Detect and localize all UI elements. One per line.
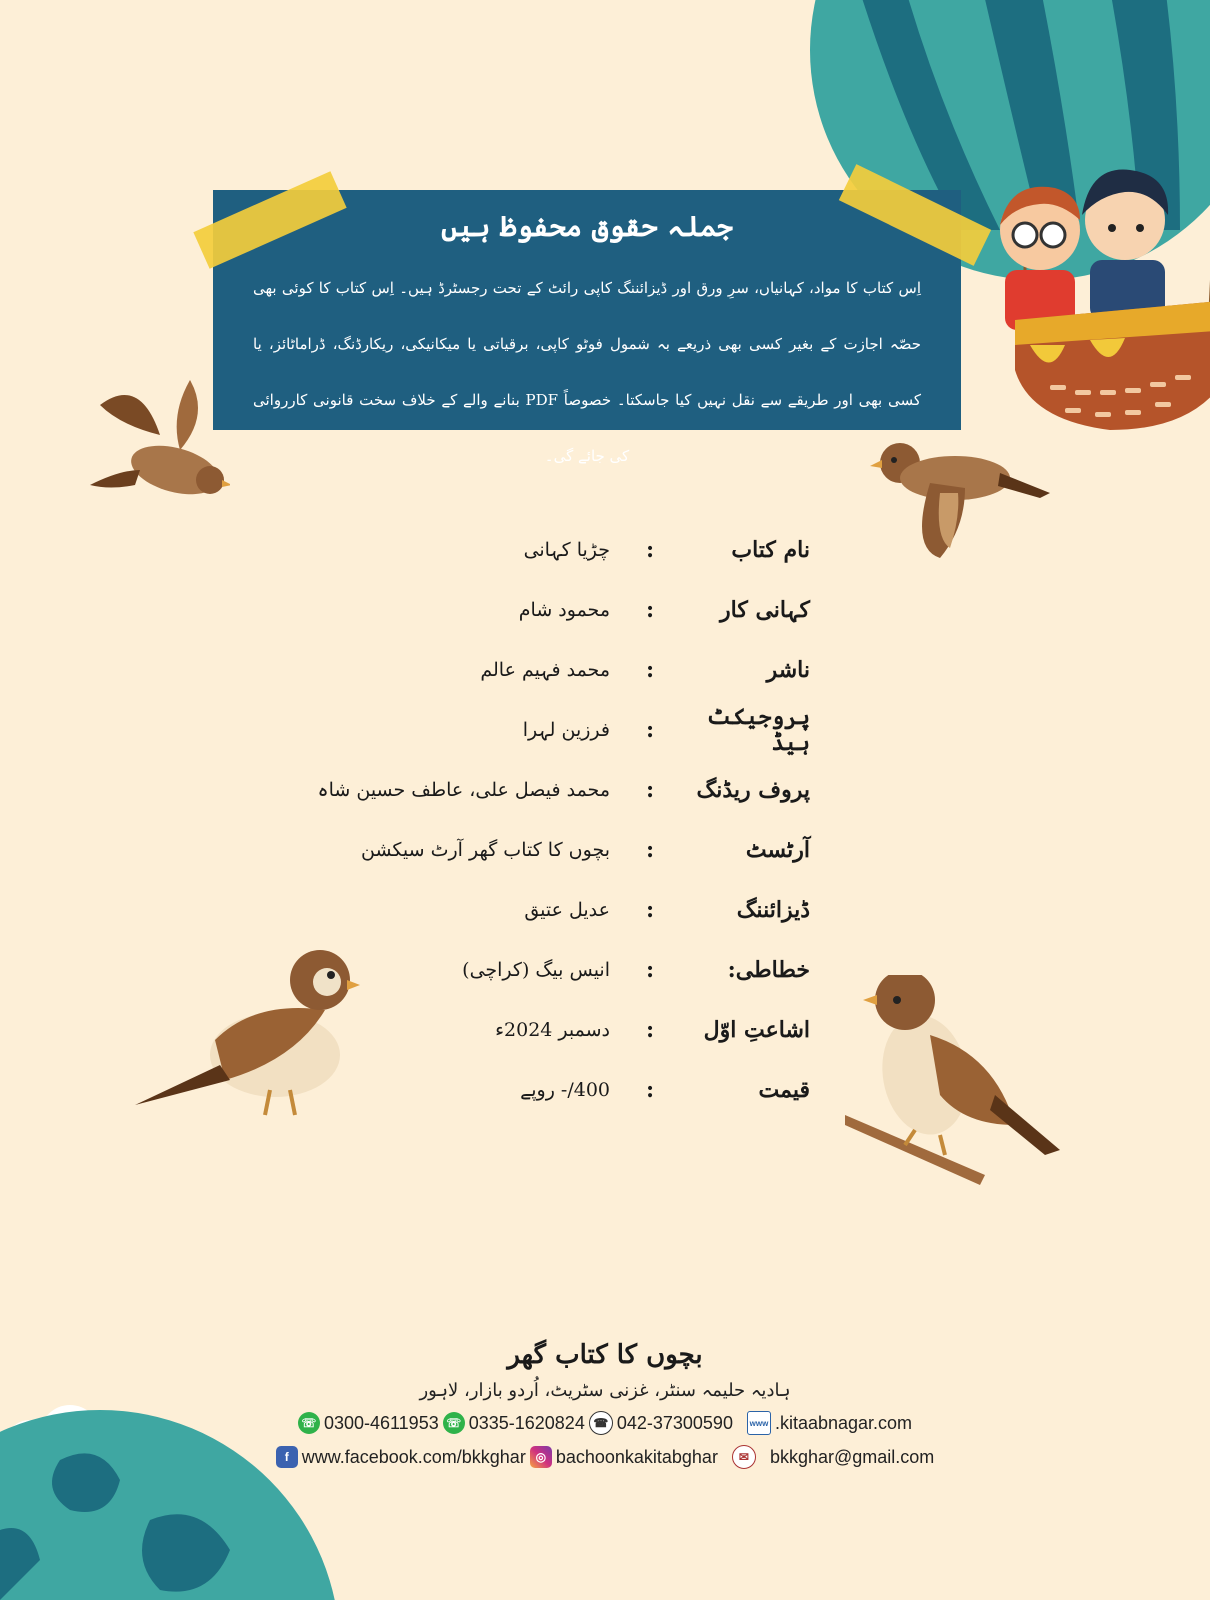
notice-title: جملہ حقوق محفوظ ہیں xyxy=(441,210,733,243)
publisher-logo: بچوں کا کتاب گھر xyxy=(507,1340,703,1370)
credit-separator: : xyxy=(645,537,655,563)
credit-value: بچوں کا کتاب گھر آرٹ سیکشن xyxy=(361,839,610,861)
phone-number-2[interactable]: 0335-1620824 xyxy=(468,1412,585,1433)
facebook-link[interactable]: www.facebook.com/bkkghar xyxy=(301,1446,526,1467)
credit-separator: : xyxy=(645,657,655,683)
sparrow-flying-icon xyxy=(80,375,230,510)
credit-value: فرزین لہرا xyxy=(522,719,610,741)
credit-row xyxy=(380,640,810,700)
sparrow-on-branch-icon xyxy=(845,975,1085,1215)
credit-label: قیمت xyxy=(758,1077,810,1103)
whatsapp-icon: ☏ xyxy=(298,1412,320,1434)
credit-row xyxy=(361,820,810,880)
credit-row xyxy=(380,700,810,760)
credit-label: کہانی کار xyxy=(720,597,810,623)
credit-label: ڈیزائننگ xyxy=(736,897,810,923)
credit-label: آرٹسٹ xyxy=(745,837,810,863)
credit-row xyxy=(317,760,810,820)
credit-row xyxy=(380,580,810,640)
credit-separator: : xyxy=(645,897,655,923)
credit-value: عدیل عتیق xyxy=(524,899,610,921)
notice-body: اِس کتاب کا مواد، کہانیاں، سرِ ورق اور ڈیزائننگ کاپی رائٹ کے تحت رجسٹرڈ ہیں۔ اِس کتاب کا کوئی بھی حصّہ اجازت کے بغیر کسی بھی ذریعے بہ شمول فوٹو کاپی، برقیاتی یا میکانیکی، ریکارڈنگ، ڈراماٹائز، یا کسی بھی اور طریقے سے نقل نہیں کیا جاسکتا۔ خصوصاً PDF بنانے والے کے خلاف سخت قانونی کارروائی کی جائے گی۔ xyxy=(253,279,921,465)
credit-label: نام کتاب xyxy=(731,537,810,563)
sparrow-perched-icon xyxy=(135,940,365,1120)
website-icon: www xyxy=(747,1411,771,1435)
credit-separator: : xyxy=(645,837,655,863)
credit-row xyxy=(380,520,810,580)
credit-row xyxy=(380,1060,810,1120)
email-icon: ✉ xyxy=(732,1445,756,1469)
globe-decoration xyxy=(0,1400,340,1600)
credit-value: چڑیا کہانی xyxy=(523,539,610,561)
phone-number-1[interactable]: 0300-4611953 xyxy=(323,1412,439,1433)
facebook-icon: f xyxy=(276,1446,298,1468)
credit-value: محمد فیصل علی، عاطف حسین شاہ xyxy=(317,779,610,801)
credit-value: محمد فہیم عالم xyxy=(480,659,610,681)
credit-separator: : xyxy=(645,1077,655,1103)
credits-table xyxy=(317,520,810,1120)
credit-separator: : xyxy=(645,1017,655,1043)
credit-value: انیس بیگ (کراچی) xyxy=(462,959,610,981)
phone-icon: ☎ xyxy=(589,1411,613,1435)
credit-separator: : xyxy=(645,777,655,803)
credit-label: ناشر xyxy=(766,657,810,683)
instagram-handle[interactable]: bachoonkakitabghar xyxy=(555,1446,718,1467)
credit-label: پروف ریڈنگ xyxy=(696,777,810,803)
email-link[interactable]: bkkghar@gmail.com xyxy=(769,1446,935,1467)
credit-row xyxy=(380,880,810,940)
credit-value: 400/- روپے xyxy=(520,1079,610,1101)
credit-row xyxy=(380,1000,810,1060)
landline-number[interactable]: 042-37300590 xyxy=(616,1412,733,1433)
credit-label: اشاعتِ اوّل xyxy=(703,1017,810,1043)
credit-row xyxy=(380,940,810,1000)
credit-separator: : xyxy=(645,717,655,743)
copyright-notice xyxy=(213,190,961,465)
whatsapp-icon: ☏ xyxy=(443,1412,465,1434)
credit-label: پروجیکٹ ہیڈ xyxy=(706,704,810,756)
credit-separator: : xyxy=(645,597,655,623)
publisher-address: ہادیہ حلیمہ سنٹر، غزنی سٹریٹ، اُردو بازار، لاہور xyxy=(419,1380,791,1401)
credit-value: دسمبر 2024ء xyxy=(495,1019,610,1041)
sparrow-flying-icon xyxy=(870,438,1055,568)
credit-value: محمود شام xyxy=(518,599,610,621)
credit-label: خطاطی: xyxy=(727,957,810,983)
instagram-icon: ◎ xyxy=(530,1446,552,1468)
credit-separator: : xyxy=(645,957,655,983)
website-link[interactable]: .kitaabnagar.com xyxy=(774,1412,913,1433)
